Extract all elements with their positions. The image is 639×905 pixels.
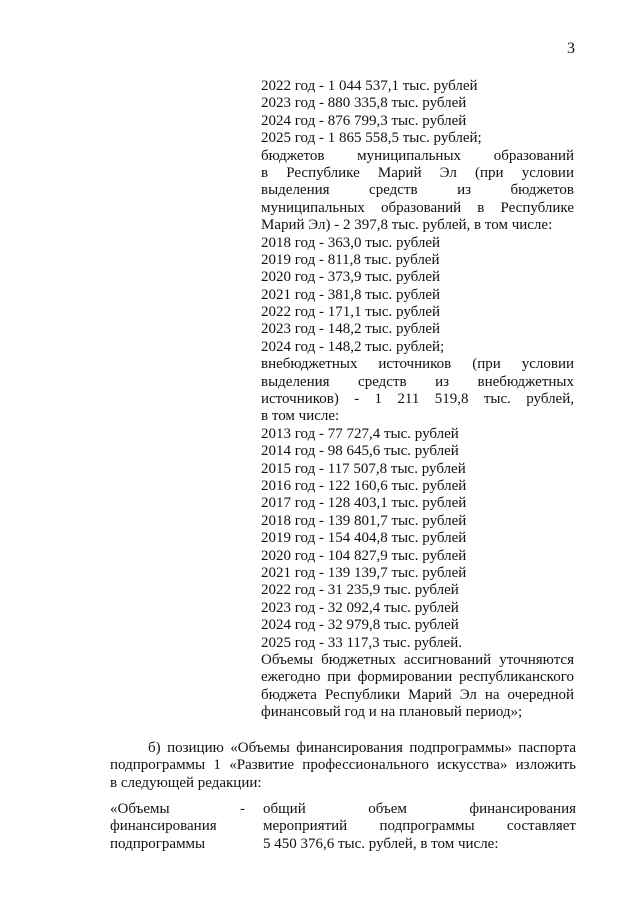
note-text-line: бюджета Республики Марий Эл на очередной	[261, 686, 574, 703]
year-line: 2022 год - 1 044 537,1 тыс. рублей	[261, 78, 478, 94]
year-line: 2019 год - 811,8 тыс. рублей	[261, 251, 440, 268]
year-line: 2017 год - 128 403,1 тыс. рублей	[261, 495, 467, 512]
year-line: 2025 год - 1 865 558,5 тыс. рублей;	[261, 130, 482, 147]
table-left-line: «Объемы	[110, 801, 170, 817]
year-line: 2022 год - 171,1 тыс. рублей	[261, 304, 441, 321]
year-line: 2018 год - 363,0 тыс. рублей	[261, 234, 441, 251]
table-left-cell	[110, 801, 255, 853]
municipal-text-line: бюджетов муниципальных образований	[261, 147, 574, 164]
page-number: 3	[567, 40, 575, 57]
table-right-line: 5 450 376,6 тыс. рублей, в том числе:	[263, 835, 499, 852]
year-line: 2025 год - 33 117,3 тыс. рублей.	[261, 634, 462, 651]
year-line: 2024 год - 32 979,8 тыс. рублей	[261, 617, 459, 634]
municipal-text-line: Марий Эл) - 2 397,8 тыс. рублей, в том числе:	[261, 217, 553, 234]
extrabudget-text-line: источников) - 1 211 519,8 тыс. рублей,	[261, 391, 574, 408]
table-left-line: подпрограммы	[110, 835, 206, 852]
extrabudget-text-line: внебюджетных источников (при условии	[261, 356, 574, 373]
year-line: 2023 год - 32 092,4 тыс. рублей	[261, 599, 459, 616]
note-text-line: Объемы бюджетных ассигнований уточняются	[261, 651, 574, 668]
year-line: 2019 год - 154 404,8 тыс. рублей	[261, 530, 467, 547]
municipal-text-line: выделения средств из бюджетов	[261, 182, 574, 199]
table-right-line: мероприятий подпрограммы составляет	[263, 818, 576, 835]
table-left-line: финансирования	[110, 818, 217, 835]
paragraph-b-line: подпрограммы 1 «Развитие профессионального искусства» изложить	[110, 757, 576, 774]
extrabudget-text-line: в том числе:	[261, 408, 340, 425]
paragraph-b-line: б) позицию «Объемы финансирования подпрограммы» паспорта	[148, 740, 576, 756]
year-line: 2023 год - 148,2 тыс. рублей	[261, 321, 441, 338]
year-line: 2015 год - 117 507,8 тыс. рублей	[261, 460, 466, 477]
year-line: 2016 год - 122 160,6 тыс. рублей	[261, 477, 467, 494]
table-dash: -	[240, 801, 245, 817]
year-line: 2013 год - 77 727,4 тыс. рублей	[261, 425, 459, 442]
municipal-text-line: муниципальных образований в Республике	[261, 199, 574, 216]
note-text-line: финансовый год и на плановый период»;	[261, 704, 523, 721]
year-line: 2022 год - 31 235,9 тыс. рублей	[261, 582, 459, 599]
year-line: 2020 год - 104 827,9 тыс. рублей	[261, 547, 467, 564]
year-line: 2020 год - 373,9 тыс. рублей	[261, 269, 441, 286]
note-text-line: ежегодно при формировании республиканского	[261, 669, 574, 686]
year-line: 2014 год - 98 645,6 тыс. рублей	[261, 443, 459, 460]
year-line: 2024 год - 148,2 тыс. рублей;	[261, 338, 445, 355]
table-right-cell	[263, 801, 576, 853]
year-line: 2024 год - 876 799,3 тыс. рублей	[261, 112, 467, 129]
table-right-line: общий объем финансирования	[263, 801, 576, 817]
paragraph-b-line: в следующей редакции:	[110, 774, 262, 791]
year-line: 2018 год - 139 801,7 тыс. рублей	[261, 512, 467, 529]
municipal-text-line: в Республике Марий Эл (при условии	[261, 164, 574, 181]
year-line: 2021 год - 139 139,7 тыс. рублей	[261, 564, 467, 581]
year-line: 2021 год - 381,8 тыс. рублей	[261, 286, 441, 303]
extrabudget-text-line: выделения средств из внебюджетных	[261, 373, 574, 390]
paragraph-b	[110, 740, 576, 792]
funding-column	[261, 78, 574, 721]
year-line: 2023 год - 880 335,8 тыс. рублей	[261, 95, 467, 112]
